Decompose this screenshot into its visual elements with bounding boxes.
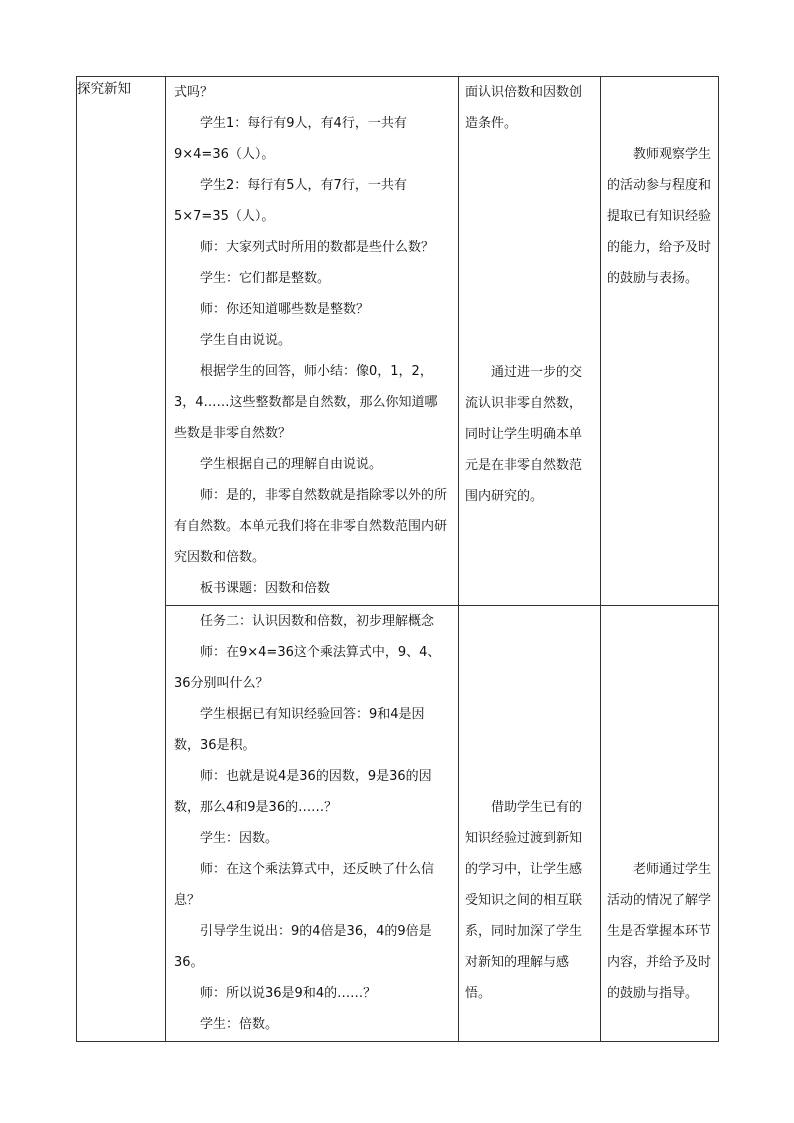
process-line: 学生1：每行有9人，有4行，一共有9×4=36（人）。 (174, 116, 407, 162)
evaluation-text: 老师通过学生活动的情况了解学生是否掌握本环节内容，并给予及时的鼓励与指导。 (607, 862, 712, 1001)
design-intent-text: 借助学生已有的知识经验过渡到新知的学习中，让学生感受知识之间的相互联系，同时加深了学生对新知的理解与感悟。 (465, 800, 583, 1001)
process-line: 学生自由说说。 (200, 333, 292, 348)
design-intent-text: 面认识倍数和因数创造条件。 (465, 85, 583, 131)
design-intent-text: 通过进一步的交流认识非零自然数，同时让学生明确本单元是在非零自然数范围内研究的。 (465, 365, 583, 504)
process-line: 学生：因数。 (200, 831, 279, 846)
process-line: 任务二：认识因数和倍数，初步理解概念 (200, 614, 435, 629)
process-line: 师：在9×4=36这个乘法算式中，9、4、36分别叫什么？ (174, 645, 441, 691)
design-intent-cell (459, 77, 601, 606)
section-label-cell (77, 77, 166, 1042)
process-line: 板书课题：因数和倍数 (200, 581, 331, 596)
evaluation-cell (601, 606, 719, 1042)
table-row (77, 606, 719, 1042)
lesson-plan-table (76, 76, 719, 1042)
process-line: 师：在这个乘法算式中，还反映了什么信息？ (174, 862, 435, 908)
design-intent-cell (459, 606, 601, 1042)
process-line: 式吗？ (174, 85, 214, 100)
evaluation-text: 教师观察学生的活动参与程度和提取已有知识经验的能力，给予及时的鼓励与表扬。 (607, 147, 712, 286)
evaluation-cell (601, 77, 719, 606)
process-line: 师：所以说36是9和4的……？ (200, 986, 377, 1001)
section-label: 探究新知 (77, 81, 131, 97)
process-line: 根据学生的回答，师小结：像0，1，2，3，4……这些整数都是自然数，那么你知道哪些数是非零自然数？ (174, 364, 438, 441)
process-line: 师：是的，非零自然数就是指除零以外的所有自然数。本单元我们将在非零自然数范围内研究因数和倍数。 (174, 488, 448, 565)
table-row (77, 77, 719, 606)
process-line: 学生根据已有知识经验回答：9和4是因数，36是积。 (174, 707, 425, 753)
process-line: 学生根据自己的理解自由说说。 (200, 457, 383, 472)
teaching-process-cell (166, 77, 459, 606)
process-line: 引导学生说出：9的4倍是36，4的9倍是36。 (174, 924, 432, 970)
teaching-process-cell (166, 606, 459, 1042)
process-line: 师：大家列式时所用的数都是些什么数？ (200, 240, 435, 255)
process-line: 学生：倍数。 (200, 1017, 279, 1032)
process-line: 师：也就是说4是36的因数，9是36的因数，那么4和9是36的……？ (174, 769, 432, 815)
process-line: 师：你还知道哪些数是整数？ (200, 302, 370, 317)
process-line: 学生2：每行有5人，有7行，一共有5×7=35（人）。 (174, 178, 407, 224)
process-line: 学生：它们都是整数。 (200, 271, 331, 286)
